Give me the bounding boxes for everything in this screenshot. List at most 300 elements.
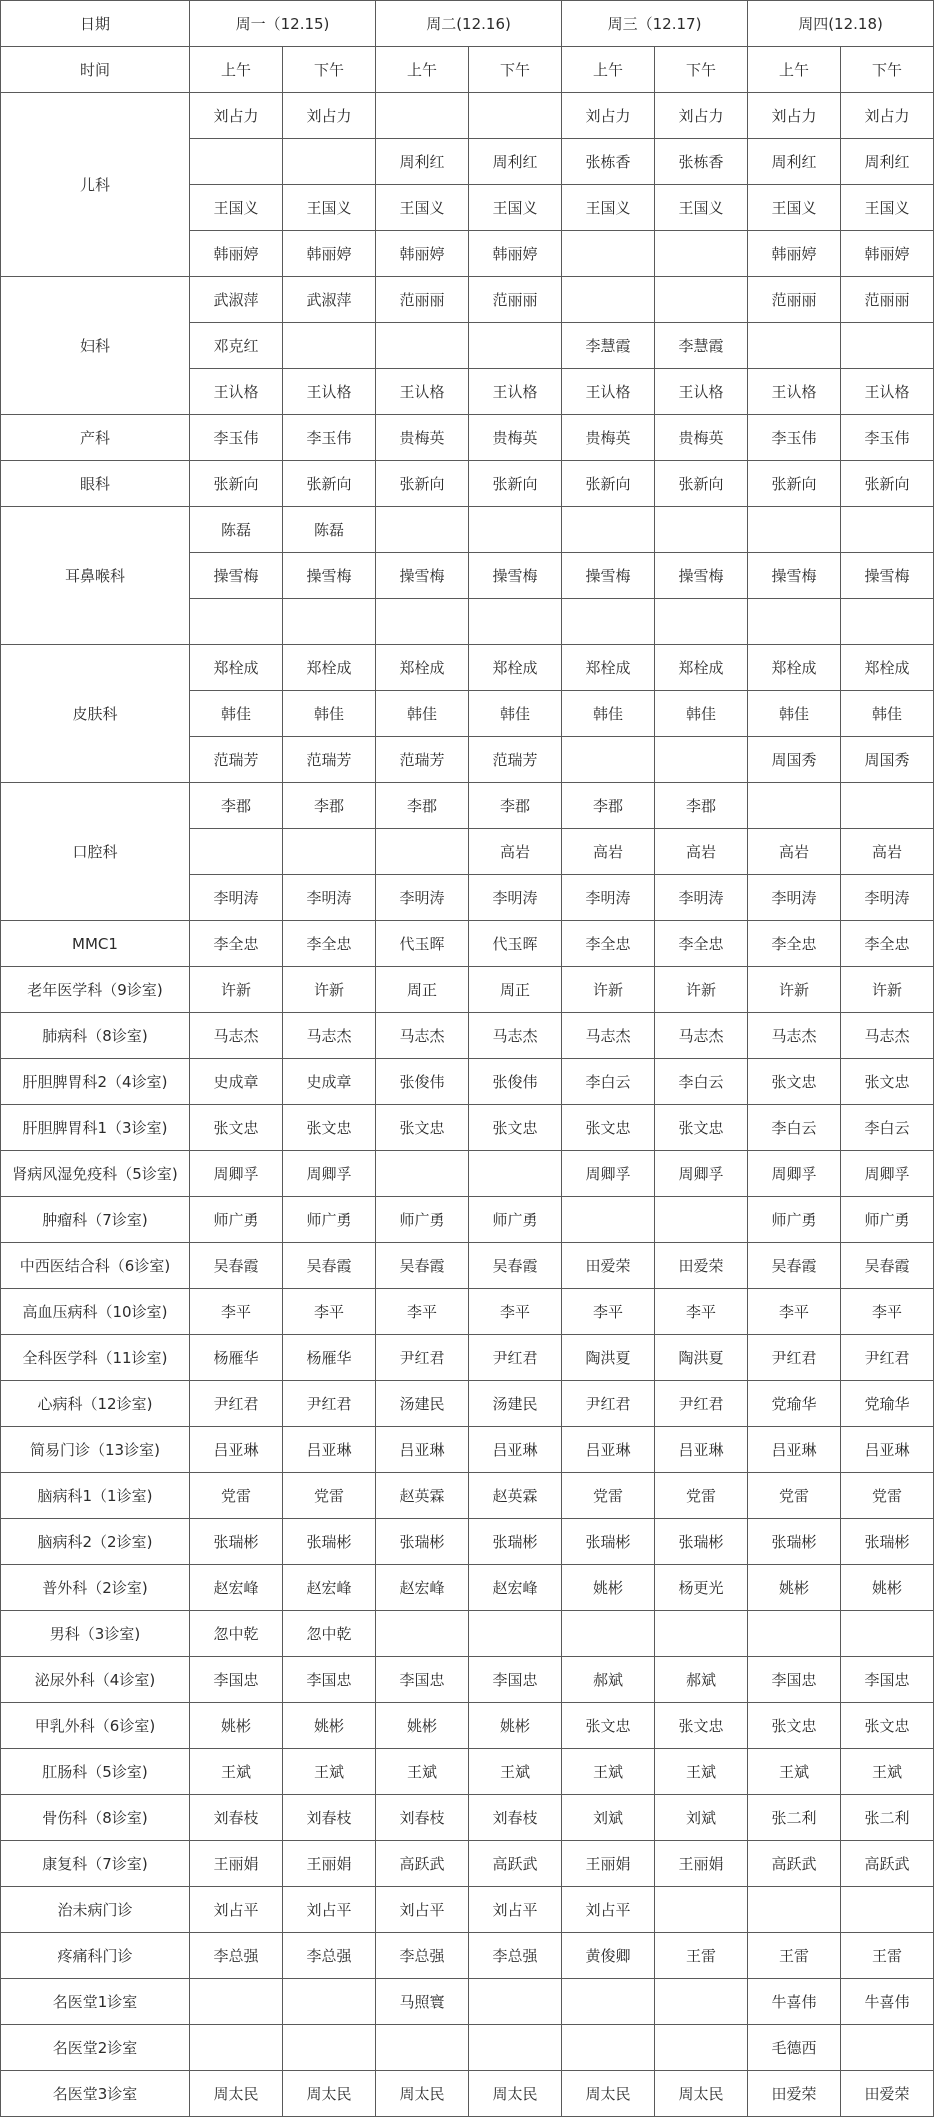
- doctor-cell: 操雪梅: [190, 553, 283, 599]
- doctor-cell: 许新: [748, 967, 841, 1013]
- schedule-row: [1, 93, 934, 139]
- doctor-cell: 姚彬: [562, 1565, 655, 1611]
- doctor-cell: 高跃武: [376, 1841, 469, 1887]
- department-name: 男科（3诊室): [1, 1611, 190, 1657]
- doctor-cell: 王丽娟: [190, 1841, 283, 1887]
- doctor-cell: 郑栓成: [283, 645, 376, 691]
- doctor-cell: 赵英霖: [469, 1473, 562, 1519]
- doctor-cell: 韩佳: [376, 691, 469, 737]
- department-name: 皮肤科: [1, 645, 190, 783]
- department-name: 眼科: [1, 461, 190, 507]
- doctor-cell: 李全忠: [283, 921, 376, 967]
- doctor-cell: 马志杰: [748, 1013, 841, 1059]
- department-name: 肺病科（8诊室): [1, 1013, 190, 1059]
- doctor-cell: 刘春枝: [283, 1795, 376, 1841]
- doctor-cell: [655, 2025, 748, 2071]
- doctor-cell: 范丽丽: [748, 277, 841, 323]
- doctor-cell: 李全忠: [841, 921, 934, 967]
- department-name: 普外科（2诊室): [1, 1565, 190, 1611]
- doctor-cell: 郑栓成: [748, 645, 841, 691]
- doctor-cell: 李明涛: [469, 875, 562, 921]
- doctor-cell: 武淑萍: [190, 277, 283, 323]
- doctor-cell: 尹红君: [469, 1335, 562, 1381]
- doctor-cell: 李明涛: [655, 875, 748, 921]
- doctor-cell: [748, 507, 841, 553]
- doctor-cell: [469, 507, 562, 553]
- doctor-cell: [283, 139, 376, 185]
- doctor-cell: 李玉伟: [841, 415, 934, 461]
- doctor-cell: [655, 737, 748, 783]
- doctor-cell: 师广勇: [841, 1197, 934, 1243]
- doctor-cell: 刘春枝: [376, 1795, 469, 1841]
- doctor-cell: [655, 1887, 748, 1933]
- doctor-cell: 吴春霞: [841, 1243, 934, 1289]
- day-header-tue: 周二(12.16): [376, 1, 562, 47]
- schedule-row: [1, 1243, 934, 1289]
- doctor-cell: 刘占平: [562, 1887, 655, 1933]
- am-header: 上午: [376, 47, 469, 93]
- doctor-cell: 韩佳: [748, 691, 841, 737]
- doctor-cell: 刘占力: [190, 93, 283, 139]
- doctor-cell: 王认格: [190, 369, 283, 415]
- department-name: 口腔科: [1, 783, 190, 921]
- doctor-cell: 张瑞彬: [841, 1519, 934, 1565]
- doctor-cell: 韩佳: [562, 691, 655, 737]
- day-header-thu: 周四(12.18): [748, 1, 934, 47]
- schedule-row: [1, 507, 934, 553]
- doctor-cell: 王认格: [655, 369, 748, 415]
- doctor-cell: 周国秀: [841, 737, 934, 783]
- doctor-cell: 王斌: [283, 1749, 376, 1795]
- am-header: 上午: [190, 47, 283, 93]
- doctor-cell: 王雷: [841, 1933, 934, 1979]
- doctor-cell: 张瑞彬: [469, 1519, 562, 1565]
- doctor-cell: 田爱荣: [562, 1243, 655, 1289]
- doctor-cell: 王认格: [469, 369, 562, 415]
- department-name: 肝胆脾胃科2（4诊室): [1, 1059, 190, 1105]
- doctor-cell: 张瑞彬: [562, 1519, 655, 1565]
- doctor-cell: 操雪梅: [469, 553, 562, 599]
- doctor-cell: 党雷: [655, 1473, 748, 1519]
- doctor-cell: [190, 1979, 283, 2025]
- schedule-row: [1, 1703, 934, 1749]
- doctor-cell: 郑栓成: [376, 645, 469, 691]
- doctor-cell: [655, 231, 748, 277]
- doctor-cell: 张瑞彬: [283, 1519, 376, 1565]
- doctor-cell: 姚彬: [190, 1703, 283, 1749]
- department-name: 肿瘤科（7诊室): [1, 1197, 190, 1243]
- doctor-cell: 张文忠: [283, 1105, 376, 1151]
- doctor-cell: 赵宏峰: [283, 1565, 376, 1611]
- doctor-cell: 李全忠: [748, 921, 841, 967]
- doctor-cell: [841, 507, 934, 553]
- doctor-cell: 周太民: [283, 2071, 376, 2117]
- doctor-cell: 王斌: [190, 1749, 283, 1795]
- doctor-cell: 郑栓成: [562, 645, 655, 691]
- schedule-row: [1, 415, 934, 461]
- doctor-cell: 韩丽婷: [841, 231, 934, 277]
- doctor-cell: 尹红君: [748, 1335, 841, 1381]
- doctor-cell: 郑栓成: [655, 645, 748, 691]
- doctor-cell: [562, 599, 655, 645]
- schedule-row: [1, 1611, 934, 1657]
- doctor-cell: 王认格: [283, 369, 376, 415]
- doctor-cell: 许新: [655, 967, 748, 1013]
- doctor-cell: 王国义: [655, 185, 748, 231]
- doctor-cell: 吕亚琳: [748, 1427, 841, 1473]
- day-header-mon: 周一（12.15): [190, 1, 376, 47]
- pm-header: 下午: [283, 47, 376, 93]
- doctor-cell: 周正: [376, 967, 469, 1013]
- doctor-cell: 杨雁华: [190, 1335, 283, 1381]
- doctor-cell: 王雷: [655, 1933, 748, 1979]
- doctor-cell: [841, 783, 934, 829]
- doctor-cell: 吴春霞: [283, 1243, 376, 1289]
- doctor-cell: 刘占力: [748, 93, 841, 139]
- schedule-row: [1, 1335, 934, 1381]
- doctor-cell: 郑栓成: [190, 645, 283, 691]
- doctor-cell: [655, 277, 748, 323]
- doctor-cell: 吕亚琳: [283, 1427, 376, 1473]
- doctor-cell: 韩佳: [469, 691, 562, 737]
- doctor-cell: [469, 1151, 562, 1197]
- doctor-cell: 李国忠: [469, 1657, 562, 1703]
- doctor-cell: 师广勇: [283, 1197, 376, 1243]
- schedule-row: [1, 1013, 934, 1059]
- schedule-row: [1, 1887, 934, 1933]
- doctor-cell: 张文忠: [376, 1105, 469, 1151]
- doctor-cell: [655, 507, 748, 553]
- doctor-cell: 田爱荣: [841, 2071, 934, 2117]
- doctor-cell: 赵英霖: [376, 1473, 469, 1519]
- department-name: 简易门诊（13诊室): [1, 1427, 190, 1473]
- doctor-cell: 尹红君: [376, 1335, 469, 1381]
- doctor-cell: 吕亚琳: [469, 1427, 562, 1473]
- doctor-cell: 吕亚琳: [655, 1427, 748, 1473]
- am-header: 上午: [562, 47, 655, 93]
- doctor-cell: 范丽丽: [469, 277, 562, 323]
- doctor-cell: [190, 139, 283, 185]
- schedule-row: [1, 277, 934, 323]
- doctor-cell: 刘斌: [562, 1795, 655, 1841]
- doctor-cell: 师广勇: [748, 1197, 841, 1243]
- doctor-cell: 韩佳: [190, 691, 283, 737]
- doctor-cell: [562, 2025, 655, 2071]
- doctor-cell: 王雷: [748, 1933, 841, 1979]
- doctor-cell: 李平: [655, 1289, 748, 1335]
- doctor-cell: 张新向: [190, 461, 283, 507]
- schedule-row: [1, 645, 934, 691]
- doctor-cell: 姚彬: [376, 1703, 469, 1749]
- doctor-cell: 张文忠: [562, 1105, 655, 1151]
- doctor-cell: 范瑞芳: [190, 737, 283, 783]
- doctor-cell: 李总强: [283, 1933, 376, 1979]
- schedule-row: [1, 1841, 934, 1887]
- doctor-cell: 尹红君: [841, 1335, 934, 1381]
- doctor-cell: 范瑞芳: [376, 737, 469, 783]
- doctor-cell: 张瑞彬: [655, 1519, 748, 1565]
- doctor-cell: 韩丽婷: [190, 231, 283, 277]
- doctor-cell: 忽中乾: [283, 1611, 376, 1657]
- doctor-cell: 姚彬: [748, 1565, 841, 1611]
- department-name: 肾病风湿免疫科（5诊室): [1, 1151, 190, 1197]
- doctor-cell: [283, 323, 376, 369]
- doctor-cell: 许新: [190, 967, 283, 1013]
- doctor-cell: 李平: [469, 1289, 562, 1335]
- pm-header: 下午: [655, 47, 748, 93]
- doctor-cell: 韩佳: [283, 691, 376, 737]
- doctor-cell: 李玉伟: [748, 415, 841, 461]
- doctor-cell: 汤建民: [469, 1381, 562, 1427]
- doctor-cell: [469, 1611, 562, 1657]
- schedule-row: [1, 1473, 934, 1519]
- doctor-cell: 张二利: [841, 1795, 934, 1841]
- doctor-cell: 李明涛: [190, 875, 283, 921]
- schedule-row: [1, 967, 934, 1013]
- schedule-row: [1, 1151, 934, 1197]
- doctor-cell: 周利红: [841, 139, 934, 185]
- doctor-cell: [748, 783, 841, 829]
- doctor-cell: 党雷: [748, 1473, 841, 1519]
- doctor-cell: [469, 1979, 562, 2025]
- schedule-row: [1, 2025, 934, 2071]
- doctor-cell: 范瑞芳: [283, 737, 376, 783]
- department-name: 肛肠科（5诊室): [1, 1749, 190, 1795]
- schedule-row: [1, 1381, 934, 1427]
- doctor-cell: 张二利: [748, 1795, 841, 1841]
- department-name: MMC1: [1, 921, 190, 967]
- doctor-cell: [283, 599, 376, 645]
- doctor-cell: 韩佳: [841, 691, 934, 737]
- doctor-cell: 陈磊: [190, 507, 283, 553]
- time-header-row: [1, 47, 934, 93]
- doctor-cell: 王国义: [376, 185, 469, 231]
- doctor-cell: 黄俊卿: [562, 1933, 655, 1979]
- department-name: 康复科（7诊室): [1, 1841, 190, 1887]
- pm-header: 下午: [841, 47, 934, 93]
- department-name: 肝胆脾胃科1（3诊室): [1, 1105, 190, 1151]
- doctor-cell: 马志杰: [190, 1013, 283, 1059]
- doctor-cell: 王认格: [562, 369, 655, 415]
- doctor-cell: 李国忠: [283, 1657, 376, 1703]
- time-label: 时间: [1, 47, 190, 93]
- doctor-cell: 王斌: [376, 1749, 469, 1795]
- doctor-cell: 贵梅英: [376, 415, 469, 461]
- doctor-cell: 高跃武: [748, 1841, 841, 1887]
- doctor-cell: 党瑜华: [748, 1381, 841, 1427]
- schedule-row: [1, 2071, 934, 2117]
- doctor-cell: 刘占平: [190, 1887, 283, 1933]
- doctor-cell: 杨雁华: [283, 1335, 376, 1381]
- doctor-cell: 党雷: [562, 1473, 655, 1519]
- doctor-cell: 马志杰: [655, 1013, 748, 1059]
- doctor-cell: 范瑞芳: [469, 737, 562, 783]
- department-name: 产科: [1, 415, 190, 461]
- department-name: 疼痛科门诊: [1, 1933, 190, 1979]
- doctor-cell: [562, 231, 655, 277]
- doctor-cell: [748, 1611, 841, 1657]
- schedule-row: [1, 1565, 934, 1611]
- doctor-cell: 周国秀: [748, 737, 841, 783]
- doctor-cell: 操雪梅: [655, 553, 748, 599]
- doctor-cell: 李慧霞: [655, 323, 748, 369]
- doctor-cell: 史成章: [283, 1059, 376, 1105]
- doctor-cell: 陶洪夏: [655, 1335, 748, 1381]
- doctor-cell: [562, 1611, 655, 1657]
- department-name: 脑病科1（1诊室): [1, 1473, 190, 1519]
- doctor-cell: 李平: [190, 1289, 283, 1335]
- doctor-cell: [841, 323, 934, 369]
- doctor-cell: 吕亚琳: [376, 1427, 469, 1473]
- doctor-cell: 周利红: [469, 139, 562, 185]
- doctor-cell: 郑栓成: [469, 645, 562, 691]
- department-name: 心病科（12诊室): [1, 1381, 190, 1427]
- doctor-cell: 李明涛: [748, 875, 841, 921]
- doctor-cell: 吕亚琳: [841, 1427, 934, 1473]
- doctor-cell: 毛德西: [748, 2025, 841, 2071]
- doctor-cell: 王斌: [655, 1749, 748, 1795]
- doctor-cell: 李郡: [655, 783, 748, 829]
- doctor-cell: [376, 2025, 469, 2071]
- doctor-cell: 吴春霞: [469, 1243, 562, 1289]
- doctor-cell: 李明涛: [562, 875, 655, 921]
- doctor-cell: 李国忠: [748, 1657, 841, 1703]
- doctor-cell: 张文忠: [748, 1703, 841, 1749]
- doctor-cell: 周太民: [655, 2071, 748, 2117]
- doctor-cell: 刘占力: [283, 93, 376, 139]
- doctor-cell: 李总强: [469, 1933, 562, 1979]
- department-name: 治未病门诊: [1, 1887, 190, 1933]
- doctor-cell: [376, 323, 469, 369]
- doctor-cell: 史成章: [190, 1059, 283, 1105]
- doctor-cell: 周卿孚: [190, 1151, 283, 1197]
- doctor-cell: 王认格: [376, 369, 469, 415]
- doctor-cell: 张瑞彬: [748, 1519, 841, 1565]
- doctor-cell: 牛喜伟: [748, 1979, 841, 2025]
- doctor-cell: 张新向: [283, 461, 376, 507]
- doctor-cell: 党雷: [283, 1473, 376, 1519]
- doctor-cell: 李玉伟: [283, 415, 376, 461]
- doctor-cell: 刘斌: [655, 1795, 748, 1841]
- department-name: 儿科: [1, 93, 190, 277]
- doctor-cell: 李郡: [283, 783, 376, 829]
- schedule-row: [1, 1059, 934, 1105]
- doctor-cell: [190, 599, 283, 645]
- schedule-row: [1, 1979, 934, 2025]
- doctor-cell: 李郡: [562, 783, 655, 829]
- doctor-cell: 范丽丽: [376, 277, 469, 323]
- doctor-cell: 王国义: [469, 185, 562, 231]
- doctor-cell: 王国义: [748, 185, 841, 231]
- doctor-cell: [190, 829, 283, 875]
- doctor-cell: 王国义: [283, 185, 376, 231]
- doctor-cell: 吕亚琳: [190, 1427, 283, 1473]
- doctor-cell: 张新向: [655, 461, 748, 507]
- doctor-cell: [376, 93, 469, 139]
- doctor-cell: [283, 1979, 376, 2025]
- doctor-cell: 李郡: [190, 783, 283, 829]
- doctor-cell: 刘占力: [841, 93, 934, 139]
- doctor-cell: 高跃武: [841, 1841, 934, 1887]
- doctor-cell: 周利红: [748, 139, 841, 185]
- doctor-cell: 王国义: [190, 185, 283, 231]
- doctor-cell: 范丽丽: [841, 277, 934, 323]
- doctor-cell: 李平: [283, 1289, 376, 1335]
- doctor-cell: [283, 829, 376, 875]
- doctor-cell: 田爱荣: [655, 1243, 748, 1289]
- doctor-cell: 李总强: [190, 1933, 283, 1979]
- doctor-cell: 刘占力: [655, 93, 748, 139]
- department-name: 脑病科2（2诊室): [1, 1519, 190, 1565]
- doctor-cell: 马志杰: [376, 1013, 469, 1059]
- doctor-cell: 韩丽婷: [469, 231, 562, 277]
- doctor-cell: [376, 1151, 469, 1197]
- doctor-cell: 刘占平: [469, 1887, 562, 1933]
- doctor-cell: [748, 599, 841, 645]
- day-header-wed: 周三（12.17): [562, 1, 748, 47]
- doctor-cell: 刘占平: [283, 1887, 376, 1933]
- doctor-cell: 张俊伟: [469, 1059, 562, 1105]
- doctor-cell: [376, 829, 469, 875]
- doctor-cell: 姚彬: [841, 1565, 934, 1611]
- doctor-cell: 张瑞彬: [376, 1519, 469, 1565]
- schedule-row: [1, 1197, 934, 1243]
- department-name: 妇科: [1, 277, 190, 415]
- doctor-cell: 王认格: [748, 369, 841, 415]
- doctor-cell: 周太民: [562, 2071, 655, 2117]
- doctor-cell: 张文忠: [841, 1703, 934, 1749]
- doctor-cell: 刘占力: [562, 93, 655, 139]
- doctor-cell: 王斌: [841, 1749, 934, 1795]
- doctor-cell: 张文忠: [748, 1059, 841, 1105]
- doctor-cell: 操雪梅: [748, 553, 841, 599]
- doctor-cell: [748, 1887, 841, 1933]
- pm-header: 下午: [469, 47, 562, 93]
- doctor-cell: 操雪梅: [562, 553, 655, 599]
- doctor-cell: 操雪梅: [376, 553, 469, 599]
- doctor-cell: 党雷: [841, 1473, 934, 1519]
- doctor-cell: 李总强: [376, 1933, 469, 1979]
- doctor-cell: 张文忠: [469, 1105, 562, 1151]
- doctor-cell: 邓克红: [190, 323, 283, 369]
- doctor-cell: 武淑萍: [283, 277, 376, 323]
- doctor-cell: [748, 323, 841, 369]
- doctor-cell: [562, 737, 655, 783]
- doctor-cell: 李国忠: [841, 1657, 934, 1703]
- doctor-cell: 党瑜华: [841, 1381, 934, 1427]
- doctor-cell: 吴春霞: [190, 1243, 283, 1289]
- doctor-cell: 王斌: [562, 1749, 655, 1795]
- doctor-cell: 李平: [748, 1289, 841, 1335]
- doctor-cell: 李明涛: [841, 875, 934, 921]
- schedule-body: [1, 93, 934, 2117]
- doctor-cell: 尹红君: [283, 1381, 376, 1427]
- doctor-cell: 李玉伟: [190, 415, 283, 461]
- doctor-cell: 张栋香: [562, 139, 655, 185]
- doctor-cell: 许新: [283, 967, 376, 1013]
- doctor-cell: 张瑞彬: [190, 1519, 283, 1565]
- doctor-cell: 许新: [841, 967, 934, 1013]
- doctor-cell: 尹红君: [562, 1381, 655, 1427]
- doctor-cell: 张新向: [376, 461, 469, 507]
- doctor-cell: 田爱荣: [748, 2071, 841, 2117]
- doctor-cell: 尹红君: [655, 1381, 748, 1427]
- doctor-cell: 李全忠: [655, 921, 748, 967]
- doctor-cell: 周卿孚: [841, 1151, 934, 1197]
- doctor-cell: 李白云: [655, 1059, 748, 1105]
- doctor-cell: 代玉晖: [376, 921, 469, 967]
- doctor-cell: [655, 1197, 748, 1243]
